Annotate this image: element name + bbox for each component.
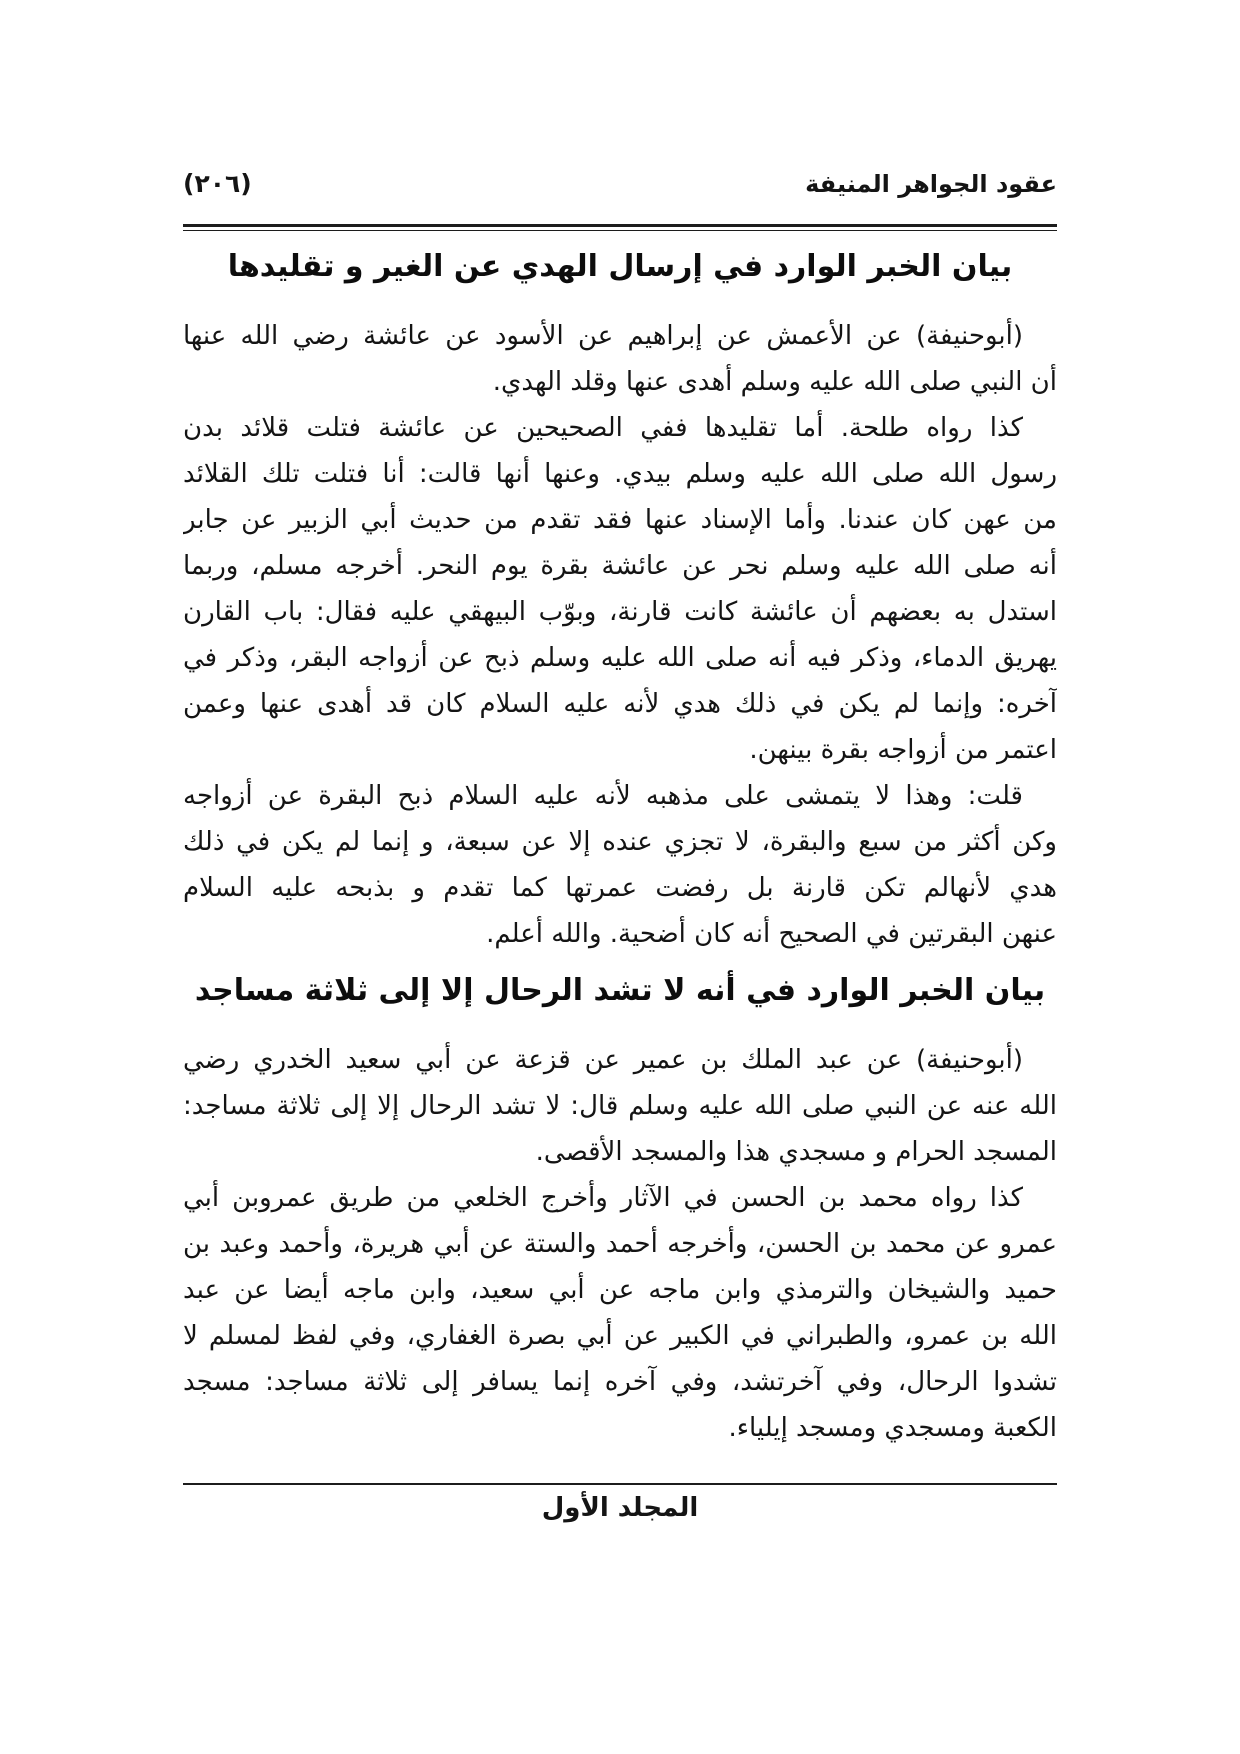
body-line: رسول الله صلى الله عليه وسلم بيدي. وعنها أنها قالت: أنا فتلت تلك القلائد [183,459,1057,489]
body-line: كذا رواه طلحة. أما تقليدها ففي الصحيحين عن عائشة فتلت قلائد بدن [183,413,1023,443]
page-number: (٢٠٦) [183,169,252,198]
body-line: يهريق الدماء، وذكر فيه أنه صلى الله عليه وسلم ذبح عن أزواجه البقر، وذكر في [183,643,1057,673]
body-line: آخره: وإنما لم يكن في ذلك هدي لأنه عليه السلام كان قد أهدى عنها وعمن [183,689,1057,719]
footer-rule [183,1483,1057,1485]
body-line: (أبوحنيفة) عن عبد الملك بن عمير عن قزعة عن أبي سعيد الخدري رضي [183,1045,1023,1075]
header-double-rule [183,224,1057,231]
body-line: وكن أكثر من سبع والبقرة، لا تجزي عنده إلا عن سبعة، و إنما لم يكن في ذلك [183,827,1057,857]
body-line: حميد والشيخان والترمذي وابن ماجه عن أبي سعيد، وابن ماجه أيضا عن عبد [183,1275,1057,1305]
body-line: عمرو عن محمد بن الحسن، وأخرجه أحمد والستة عن أبي هريرة، وأحمد وعبد بن [183,1229,1057,1259]
body-line: اعتمر من أزواجه بقرة بينهن. [749,735,1057,765]
body-line: (أبوحنيفة) عن الأعمش عن إبراهيم عن الأسود عن عائشة رضي الله عنها [183,321,1023,351]
body-text [183,1037,1057,1451]
body-line: كذا رواه محمد بن الحسن في الآثار وأخرج الخلعي من طريق عمروبن أبي [183,1183,1023,1213]
body-line: الله بن عمرو، والطبراني في الكبير عن أبي بصرة الغفاري، وفي لفظ لمسلم لا [183,1321,1057,1351]
paragraph [183,405,1057,773]
body-line: استدل به بعضهم أن عائشة كانت قارنة، وبوّب البيهقي عليه فقال: باب القارن [183,597,1057,627]
body-line: هدي لأنهالم تكن قارنة بل رفضت عمرتها كما تقدم و بذبحه عليه السلام [183,873,1057,903]
book-title: عقود الجواهر المنيفة [805,170,1057,198]
body-line: قلت: وهذا لا يتمشى على مذهبه لأنه عليه السلام ذبح البقرة عن أزواجه [183,781,1023,811]
body-line: من عهن كان عندنا. وأما الإسناد عنها فقد تقدم من حديث أبي الزبير عن جابر [183,505,1057,535]
section-heading-rihal: بيان الخبر الوارد في أنه لا تشد الرحال إلا إلى ثلاثة مساجد [194,973,1046,1008]
body-line: الله عنه عن النبي صلى الله عليه وسلم قال: لا تشد الرحال إلا إلى ثلاثة مساجد: [183,1091,1057,1121]
paragraph [183,1037,1057,1175]
body-line: تشدوا الرحال، وفي آخرتشد، وفي آخره إنما يسافر إلى ثلاثة مساجد: مسجد [183,1367,1057,1397]
section-heading-hady: بيان الخبر الوارد في إرسال الهدي عن الغير و تقليدها [227,249,1013,284]
footer-volume: المجلد الأول [541,1493,699,1523]
page-header [183,156,1057,198]
body-line: عنهن البقرتين في الصحيح أنه كان أضحية. والله أعلم. [486,919,1057,949]
document-page [183,0,1057,1523]
body-line: أن النبي صلى الله عليه وسلم أهدى عنها وقلد الهدي. [492,367,1057,397]
body-line: الكعبة ومسجدي ومسجد إيلياء. [728,1413,1057,1443]
paragraph [183,313,1057,405]
body-line: المسجد الحرام و مسجدي هذا والمسجد الأقصى. [535,1137,1057,1167]
paragraph [183,1175,1057,1451]
paragraph [183,773,1057,957]
body-text [183,313,1057,957]
body-line: أنه صلى الله عليه وسلم نحر عن عائشة بقرة يوم النحر. أخرجه مسلم، وربما [183,551,1057,581]
